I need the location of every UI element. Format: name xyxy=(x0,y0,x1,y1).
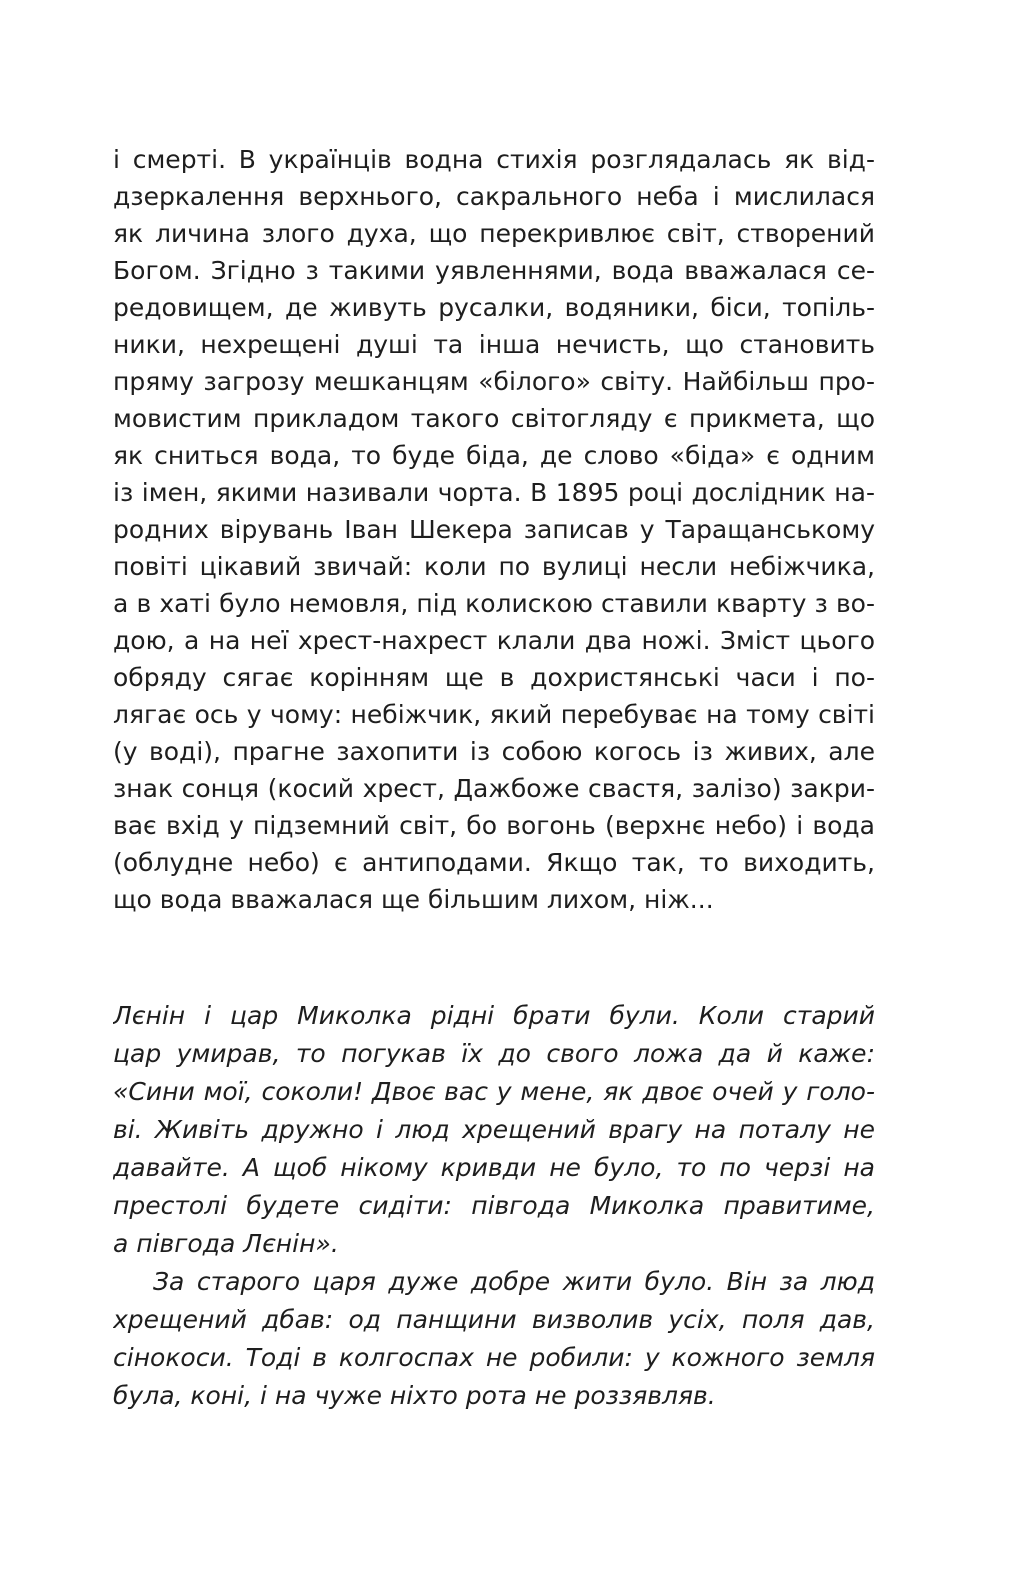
body-line: ники, нехрещені душі та інша нечисть, що становить xyxy=(113,330,875,359)
body-line: як сниться вода, то буде біда, де слово «біда» є одним xyxy=(113,441,875,470)
body-line: Богом. Згідно з такими уявленнями, вода вважалася се- xyxy=(113,256,875,285)
body-line: повіті цікавий звичай: коли по вулиці несли небіжчика, xyxy=(113,552,875,581)
body-line: редовищем, де живуть русалки, водяники, біси, топіль- xyxy=(113,293,875,322)
body-line: із імен, якими називали чорта. В 1895 році дослідник на- xyxy=(113,478,875,507)
body-line: знак сонця (косий хрест, Дажбоже свастя, залізо) закри- xyxy=(113,774,875,803)
quote-line: ві. Живіть дружно і люд хрещений врагу на поталу не xyxy=(113,1115,875,1144)
quote-line: За старого царя дуже добре жити було. Він за люд xyxy=(153,1267,875,1296)
quote-line: хрещений дбав: од панщини визволив усіх, поля дав, xyxy=(113,1305,875,1334)
body-line: лягає ось у чому: небіжчик, який перебуває на тому світі xyxy=(113,700,875,729)
body-line: а в хаті було немовля, під колискою ставили кварту з во- xyxy=(113,589,875,618)
body-line: як личина злого духа, що перекривлює світ, створений xyxy=(113,219,875,248)
quote-line: «Сини мої, соколи! Двоє вас у мене, як двоє очей у голо- xyxy=(113,1077,875,1106)
body-line: дою, а на неї хрест-нахрест клали два ножі. Зміст цього xyxy=(113,626,875,655)
body-line: мовистим прикладом такого світогляду є прикмета, що xyxy=(113,404,875,433)
body-line: пряму загрозу мешканцям «білого» світу. Найбільш про- xyxy=(113,367,875,396)
body-line: обряду сягає корінням ще в дохристянські часи і по- xyxy=(113,663,875,692)
body-line: родних вірувань Іван Шекера записав у Таращанському xyxy=(113,515,875,544)
body-line: (облудне небо) є антиподами. Якщо так, то виходить, xyxy=(113,848,875,877)
quote-line: престолі будете сидіти: півгода Миколка правитиме, xyxy=(113,1191,875,1220)
quote-line: сінокоси. Тоді в колгоспах не робили: у кожного земля xyxy=(113,1343,875,1372)
quote-line: цар умирав, то погукав їх до свого ложа да й каже: xyxy=(113,1039,875,1068)
quote-line: Лєнін і цар Миколка рідні брати були. Коли старий xyxy=(113,1001,875,1030)
body-line: (у воді), прагне захопити із собою когось із живих, але xyxy=(113,737,875,766)
body-line: ває вхід у підземний світ, бо вогонь (верхнє небо) і вода xyxy=(113,811,875,840)
body-line: що вода вважалася ще більшим лихом, ніж... xyxy=(113,885,714,914)
body-line: і смерті. В українців водна стихія розглядалась як від- xyxy=(113,145,875,174)
quote-line: а півгода Лєнін». xyxy=(113,1229,339,1258)
quote-line: давайте. А щоб нікому кривди не було, то по черзі на xyxy=(113,1153,875,1182)
body-line: дзеркалення верхнього, сакрального неба і мислилася xyxy=(113,182,875,211)
quote-line: була, коні, і на чуже ніхто рота не роззявляв. xyxy=(113,1381,716,1410)
